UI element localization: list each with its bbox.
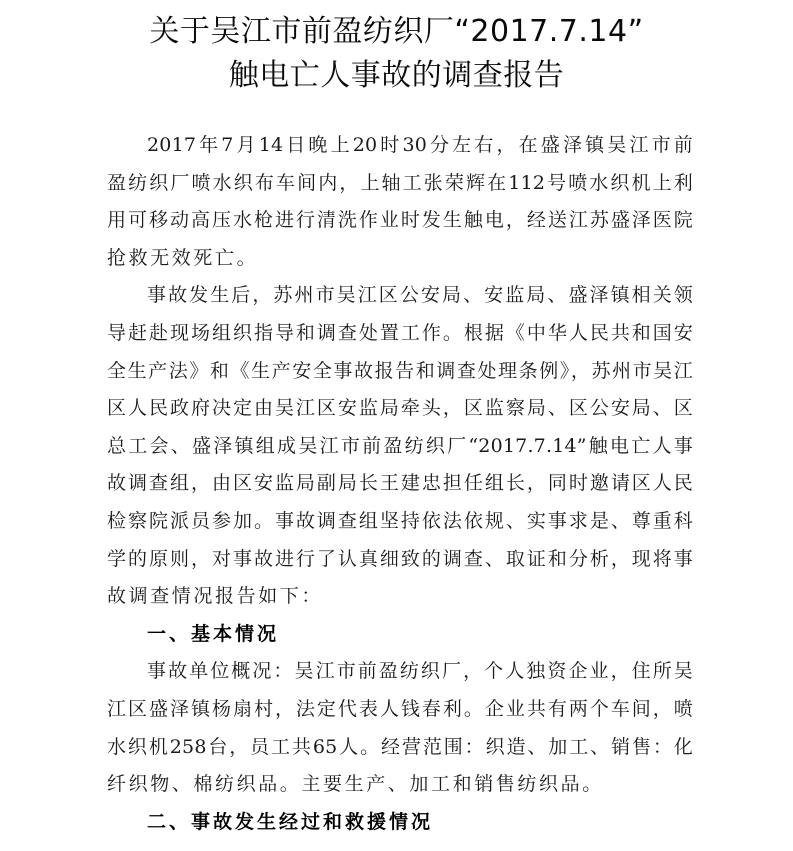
section-heading-accident-process: 二、事故发生经过和救援情况 xyxy=(147,810,434,833)
paragraph-line: 检察院派员参加。事故调查组坚持依法依规、实事求是、尊重科 xyxy=(107,509,693,532)
paragraph-line: 导赶赴现场组织指导和调查处置工作。根据《中华人民共和国安 xyxy=(107,321,693,344)
paragraph-line: 全生产法》和《生产安全事故报告和调查处理条例》，苏州市吴江 xyxy=(107,359,693,382)
section-heading-basic-info: 一、基本情况 xyxy=(147,622,280,645)
paragraph-line: 学的原则，对事故进行了认真细致的调查、取证和分析，现将事 xyxy=(107,547,693,570)
paragraph-investigation xyxy=(107,277,693,615)
paragraph-line: 抢救无效死亡。 xyxy=(107,246,259,269)
paragraph-line: 故调查组，由区安监局副局长王建忠担任组长，同时邀请区人民 xyxy=(107,472,693,495)
paragraph-line: 用可移动高压水枪进行清洗作业时发生触电，经送江苏盛泽医院 xyxy=(107,209,693,232)
paragraph-line: 盈纺织厂喷水织布车间内，上轴工张荣辉在112号喷水织机上利 xyxy=(107,171,693,194)
paragraph-line: 区人民政府决定由吴江区安监局牵头，区监察局、区公安局、区 xyxy=(107,397,693,420)
paragraph-line: 江区盛泽镇杨扇村，法定代表人钱春利。企业共有两个车间，喷 xyxy=(107,697,693,720)
paragraph-line: 2017年7月14日晚上20时30分左右，在盛泽镇吴江市前 xyxy=(147,134,693,156)
paragraph-line: 总工会、盛泽镇组成吴江市前盈纺织厂“2017.7.14”触电亡人事 xyxy=(107,434,693,457)
paragraph-company-overview xyxy=(107,653,693,803)
document-body xyxy=(107,127,693,841)
paragraph-line: 纤织物、棉纺织品。主要生产、加工和销售纺织品。 xyxy=(107,773,604,796)
paragraph-line: 故调查情况报告如下： xyxy=(107,585,324,608)
document-title-line-2: 触电亡人事故的调查报告 xyxy=(228,58,565,93)
paragraph-line: 事故发生后，苏州市吴江区公安局、安监局、盛泽镇相关领 xyxy=(147,284,693,307)
paragraph-line: 事故单位概况：吴江市前盈纺织厂，个人独资企业，住所吴 xyxy=(147,660,693,683)
paragraph-line: 水织机258台，员工共65人。经营范围：织造、加工、销售：化 xyxy=(107,735,693,758)
document-title-line-1: 关于吴江市前盈纺织厂“2017.7.14” xyxy=(149,14,644,49)
paragraph-accident-summary xyxy=(107,127,693,277)
